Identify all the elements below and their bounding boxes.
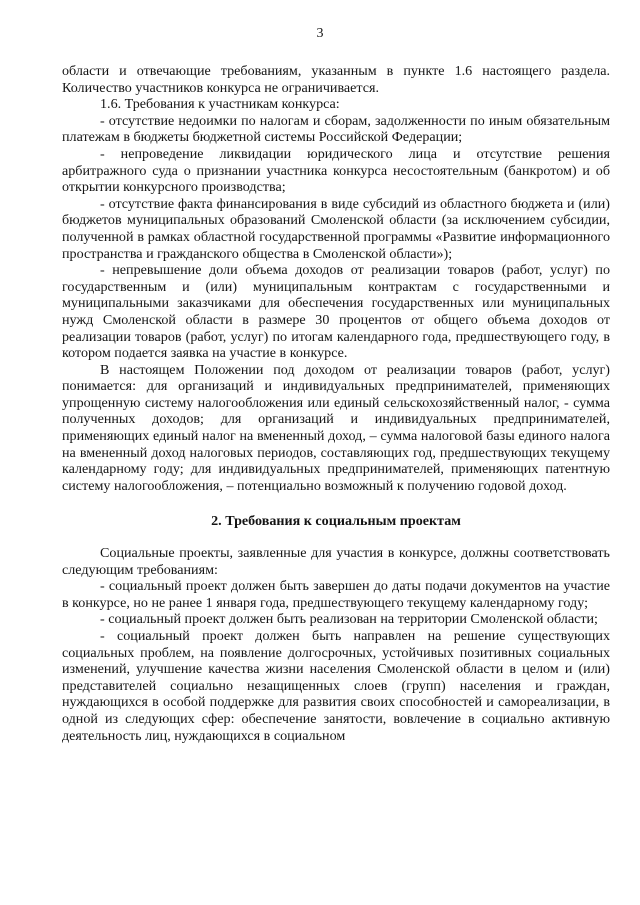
document-body	[62, 63, 610, 744]
requirement-item: - непревышение доли объема доходов от реализации товаров (работ, услуг) по государственным и (или) муниципальным контрактам с государственными и муниципальными заказчиками для обеспечения государственных или муниципальных нужд Смоленской области в размере 30 процентов от общего объема доходов от реализации товаров (работ, услуг) по итогам календарного года, предшествующего году, в котором подается заявка на участие в конкурсе.	[62, 262, 610, 362]
requirement-item: - отсутствие недоимки по налогам и сборам, задолженности по иным обязательным платежам в бюджеты бюджетной системы Российской Федерации;	[62, 112, 610, 146]
requirement-item: - социальный проект должен быть направлен на решение существующих социальных проблем, на появление долгосрочных, устойчивых позитивных социальных изменений, улучшение качества жизни населения Смоленской области в целом и (или) представителей социально незащищенных слоев (групп) населения и граждан, нуждающихся в особой поддержке для развития своих способностей и самореализации, в одной из следующих сфер: обеспечение занятости, вовлечение в социально активную деятельность лиц, нуждающихся в социальном	[62, 628, 610, 744]
section-heading: 2. Требования к социальным проектам	[211, 513, 461, 530]
paragraph: 1.6. Требования к участникам конкурса:	[100, 96, 340, 113]
paragraph: области и отвечающие требованиям, указанным в пункте 1.6 настоящего раздела. Количество участников конкурса не ограничивается.	[62, 63, 610, 96]
paragraph: В настоящем Положении под доходом от реализации товаров (работ, услуг) понимается: для организаций и индивидуальных предпринимателей, применяющих упрощенную систему налогообложения или единый сельскохозяйственный налог, - сумма полученных доходов; для организаций и индивидуальных предпринимателей, применяющих единый налог на вмененный доход, – сумма налоговой базы единого налога на вмененный доход налоговых периодов, составляющих год, предшествующих текущему календарному году; для индивидуальных предпринимателей, применяющих патентную систему налогообложения, – потенциально возможный к получению годовой доход.	[62, 361, 610, 494]
paragraph: Социальные проекты, заявленные для участия в конкурсе, должны соответствовать следующим требованиям:	[62, 545, 610, 578]
requirement-item: - социальный проект должен быть завершен до даты подачи документов на участие в конкурсе, но не ранее 1 января года, предшествующего текущему календарному году;	[62, 578, 610, 611]
requirement-item: - непроведение ликвидации юридического лица и отсутствие решения арбитражного суда о признании участника конкурса несостоятельным (банкротом) и об открытии конкурсного производства;	[62, 145, 610, 196]
requirement-item: - социальный проект должен быть реализован на территории Смоленской области;	[100, 611, 598, 628]
requirement-item: - отсутствие факта финансирования в виде субсидий из областного бюджета и (или) бюджетов муниципальных образований Смоленской области (за исключением субсидии, полученной в рамках областной государственной программы «Развитие информационного пространства и гражданского общества в Смоленской области»);	[62, 195, 610, 262]
page-number: 3	[316, 26, 324, 41]
